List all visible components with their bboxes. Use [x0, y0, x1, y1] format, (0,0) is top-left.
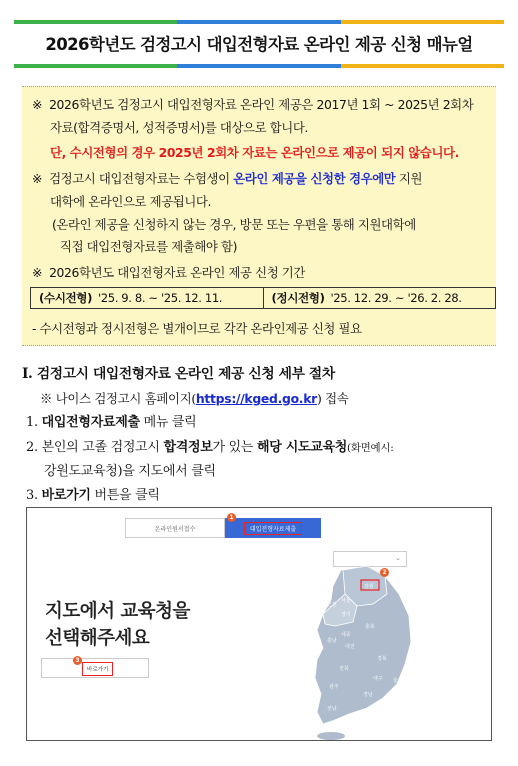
region-label[interactable]: 광주	[329, 684, 339, 690]
chevron-down-icon: ⌄	[395, 554, 401, 562]
jeongsi-dates: '25. 12. 29. ~ '26. 2. 28.	[330, 291, 462, 305]
jeongsi-period	[263, 288, 496, 308]
jeju-shape[interactable]	[317, 732, 345, 740]
step-marker-1: 1	[227, 513, 236, 522]
notice-line-4c: 지원	[395, 171, 423, 186]
shortcut-button-label: 바로가기	[82, 662, 113, 676]
notice-footnote: - 수시전형과 정시전형은 별개이므로 각각 온라인제공 신청 필요	[32, 321, 362, 336]
notice-line-5: 대학에 온라인으로 제공됩니다.	[50, 194, 212, 209]
website-screenshot	[26, 507, 492, 741]
region-label[interactable]: 인천	[327, 602, 337, 608]
step-3: 3. 바로가기 버튼을 클릭	[26, 488, 160, 503]
tab-online-application[interactable]: 온라인원서접수	[125, 518, 225, 538]
region-label[interactable]: 충남	[327, 638, 337, 644]
region-label[interactable]: 전남	[327, 706, 337, 712]
region-label[interactable]: 강원	[364, 584, 374, 590]
region-label[interactable]: 경남	[363, 692, 373, 698]
notice-line-7: 직접 대입전형자료를 제출해야 함)	[60, 239, 238, 254]
region-label[interactable]: 경북	[377, 656, 387, 662]
step-2-continued: 강원도교육청)을 지도에서 클릭	[44, 464, 216, 479]
shortcut-button[interactable]	[41, 658, 149, 678]
notice-line-6: (온라인 제공을 신청하지 않는 경우, 방문 또는 우편을 통해 지원대학에	[52, 217, 416, 232]
susi-period	[31, 288, 263, 308]
step-2: 2. 본인의 고졸 검정고시 합격정보가 있는 해당 시도교육청(화면예시:	[26, 440, 394, 455]
step-marker-2: 2	[380, 568, 389, 577]
region-label[interactable]: 대구	[373, 676, 383, 682]
reference-mark: ※	[32, 97, 42, 112]
intro-line: ※ 나이스 검정고시 홈페이지(https://kged.go.kr) 접속	[40, 391, 349, 406]
tab-admission-data[interactable]	[225, 518, 321, 538]
page-title: 2026학년도 검정고시 대입전형자료 온라인 제공 신청 매뉴얼	[45, 35, 473, 54]
site-tab-bar	[125, 518, 321, 538]
map-instruction: 지도에서 교육청을 선택해주세요	[45, 601, 190, 649]
site-link[interactable]: https://kged.go.kr	[195, 391, 317, 406]
region-label[interactable]: 서울	[341, 598, 351, 604]
application-period-table	[30, 287, 496, 309]
region-label[interactable]: 부산	[387, 692, 397, 698]
notice-box	[22, 86, 496, 346]
susi-label: (수시전형)	[39, 291, 92, 305]
region-label[interactable]: 충북	[365, 624, 375, 630]
notice-line-8: 2026학년도 대입전형자료 온라인 제공 신청 기간	[49, 265, 305, 280]
region-label[interactable]: 전북	[339, 666, 349, 672]
reference-mark: ※	[32, 171, 42, 186]
tab-admission-data-label: 대입전형자료제출	[244, 522, 302, 535]
bottom-color-bar	[14, 64, 504, 68]
region-label[interactable]: 경기	[341, 612, 351, 618]
korea-map[interactable]	[287, 564, 427, 740]
notice-warning: 단, 수시전형의 경우 2025년 2회차 자료는 온라인으로 제공이 되지 않습니다.	[50, 145, 459, 160]
region-label[interactable]: 대전	[345, 644, 355, 650]
jeongsi-label: (정시전형)	[271, 291, 325, 305]
step-1: 1. 대입전형자료제출 메뉴 클릭	[26, 415, 197, 430]
reference-mark: ※	[32, 265, 42, 280]
susi-dates: '25. 9. 8. ~ '25. 12. 11.	[98, 291, 223, 305]
step-marker-3: 3	[73, 656, 82, 665]
notice-line-2: 자료(합격증명서, 성적증명서)를 대상으로 합니다.	[50, 120, 308, 135]
section-heading: Ⅰ. 검정고시 대입전형자료 온라인 제공 신청 세부 절차	[22, 366, 335, 382]
top-color-bar	[14, 20, 504, 24]
notice-highlight: 온라인 제공을 신청한 경우에만	[233, 171, 396, 186]
notice-line-1: 2026학년도 검정고시 대입전형자료 온라인 제공은 2017년 1회 ~ 2025년 2회차	[49, 97, 474, 112]
region-label[interactable]: 울산	[393, 678, 403, 684]
region-label[interactable]: 세종	[341, 632, 351, 638]
notice-line-4a: 검정고시 대입전형자료는 수험생이	[49, 171, 234, 186]
